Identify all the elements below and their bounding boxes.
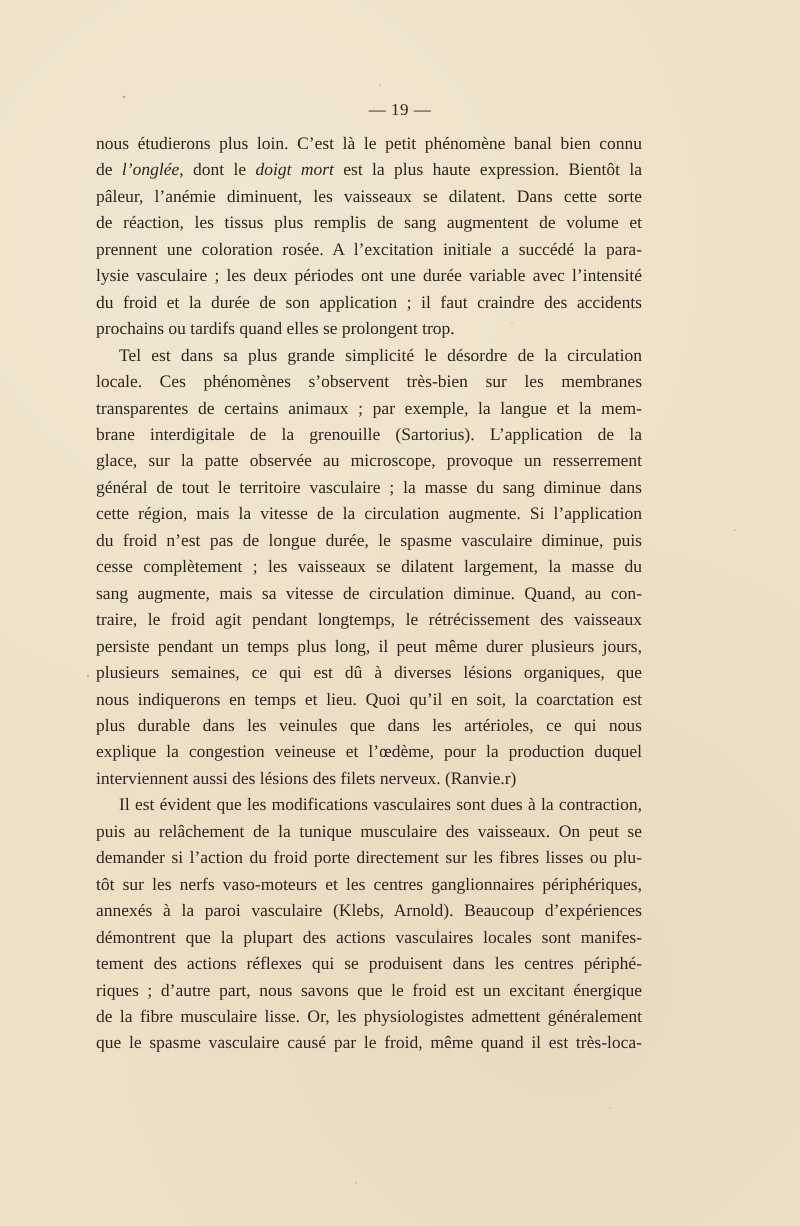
text-line: transparentes de certains animaux ; par exemple, la langue et la mem- — [96, 397, 642, 418]
text-fragment: est la plus haute expression. Bientôt la — [333, 159, 642, 180]
text-line: sang augmente, mais sa vitesse de circulation diminue. Quand, au con- — [96, 582, 642, 603]
text-line: glace, sur la patte observée au microscope, provoque un resserrement — [96, 450, 642, 471]
text-line: de la fibre musculaire lisse. Or, les physiologistes admettent généralement — [96, 1005, 642, 1026]
text-line: locale. Ces phénomènes s’observent très-bien sur les membranes — [96, 371, 642, 392]
text-fragment: , dont le — [179, 159, 256, 180]
text-line: interviennent aussi des lésions des filets nerveux. (Ranvie.r) — [96, 767, 517, 788]
emphasized-term-doigt-mort: doigt mort — [255, 159, 334, 180]
text-line: prennent une coloration rosée. A l’excitation initiale a succédé la para- — [96, 238, 642, 259]
text-line: nous étudierons plus loin. C’est là le petit phénomène banal bien connu — [96, 133, 642, 153]
text-line: tement des actions réflexes qui se produisent dans les centres périphé- — [96, 953, 642, 974]
text-line: démontrent que la plupart des actions vasculaires locales sont manifes- — [96, 926, 642, 947]
text-line: prochains ou tardifs quand elles se prolongent trop. — [96, 318, 455, 339]
text-line: plusieurs semaines, ce qui est dû à diverses lésions organiques, que — [96, 662, 642, 683]
text-line: tôt sur les nerfs vaso-moteurs et les centres ganglionnaires périphériques, — [96, 873, 642, 894]
emphasized-term-onglee: l’onglée — [121, 159, 180, 180]
text-line: explique la congestion veineuse et l’œdème, pour la production duquel — [96, 741, 642, 762]
text-line: général de tout le territoire vasculaire ; la masse du sang diminue dans — [96, 476, 642, 497]
text-line-with-emphasis — [96, 156, 642, 182]
text-line: Il est évident que les modifications vasculaires sont dues à la contraction, — [119, 794, 642, 815]
page-number: — 19 — — [368, 100, 432, 119]
text-line: persiste pendant un temps plus long, il peut même durer plusieurs jours, — [96, 635, 642, 656]
paragraph-1 — [96, 130, 642, 342]
text-line: riques ; d’autre part, nous savons que le froid est un excitant énergique — [96, 979, 642, 1000]
paragraph-2 — [96, 342, 642, 792]
text-fragment: de — [96, 159, 122, 180]
text-line: brane interdigitale de la grenouille (Sartorius). L’application de la — [96, 423, 642, 444]
text-line: puis au relâchement de la tunique musculaire des vaisseaux. On peut se — [96, 820, 642, 841]
text-line: lysie vasculaire ; les deux périodes ont une durée variable avec l’intensité — [96, 265, 642, 286]
text-line: pâleur, l’anémie diminuent, les vaisseaux se dilatent. Dans cette sorte — [96, 185, 642, 206]
text-line: plus durable dans les veinules que dans les artérioles, ce qui nous — [96, 714, 642, 735]
text-line: cette région, mais la vitesse de la circulation augmente. Si l’application — [96, 503, 642, 524]
text-line: Tel est dans sa plus grande simplicité le désordre de la circulation — [119, 344, 642, 365]
text-line: du froid n’est pas de longue durée, le spasme vasculaire diminue, puis — [96, 529, 642, 550]
text-line: que le spasme vasculaire causé par le froid, même quand il est très-loca- — [96, 1032, 642, 1053]
text-line: demander si l’action du froid porte directement sur les fibres lisses ou plu- — [96, 847, 642, 868]
body-text — [96, 130, 642, 1056]
text-line: du froid et la durée de son application ; il faut craindre des accidents — [96, 291, 642, 312]
text-line: cesse complètement ; les vaisseaux se dilatent largement, la masse du — [96, 556, 642, 577]
paragraph-3 — [96, 791, 642, 1056]
text-line: nous indiquerons en temps et lieu. Quoi qu’il en soit, la coarctation est — [96, 688, 642, 709]
text-line: traire, le froid agit pendant longtemps, le rétrécissement des vaisseaux — [96, 609, 642, 630]
text-line: annexés à la paroi vasculaire (Klebs, Arnold). Beaucoup d’expériences — [96, 900, 642, 921]
text-line: de réaction, les tissus plus remplis de sang augmentent de volume et — [96, 212, 642, 233]
